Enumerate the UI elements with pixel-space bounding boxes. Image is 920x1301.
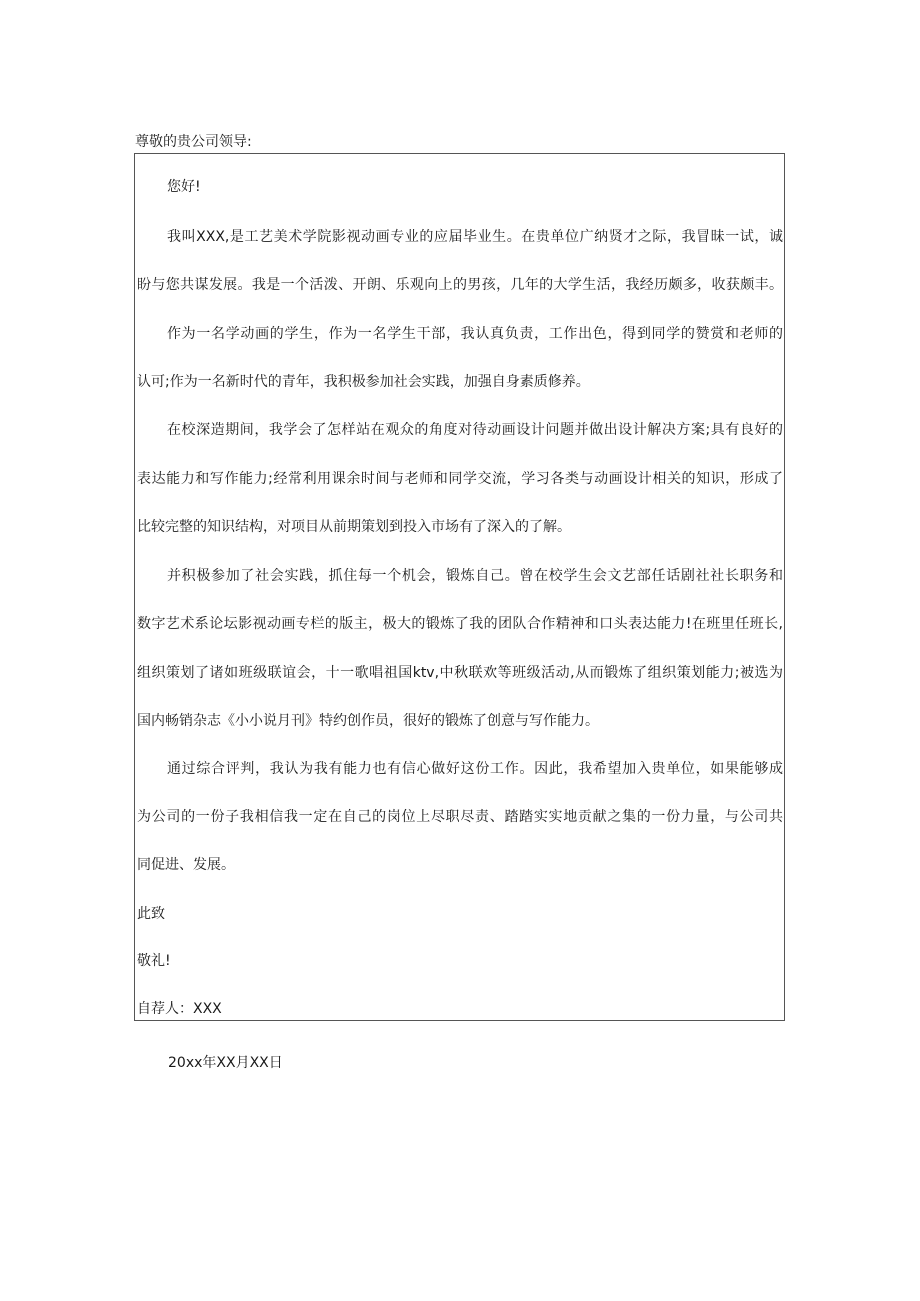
paragraph-line: 在校深造期间，我学会了怎样站在观众的角度对待动画设计问题并做出设计解决方案;具有良好的 xyxy=(167,422,783,438)
paragraph-line: 盼与您共谋发展。我是一个活泼、开朗、乐观向上的男孩，几年的大学生活，我经历颇多，收获颇丰。 xyxy=(137,277,783,293)
paragraph-line: 表达能力和写作能力;经常利用课余时间与老师和同学交流，学习各类与动画设计相关的知识，形成了 xyxy=(137,471,783,487)
paragraph-line: 同促进、发展。 xyxy=(137,857,235,873)
letter-salutation: 尊敬的贵公司领导: xyxy=(135,134,252,150)
signature: 自荐人：XXX xyxy=(137,1001,222,1017)
paragraph-line: 为公司的一份子我相信我一定在自己的岗位上尽职尽责、踏踏实实地贡献之集的一份力量，与公司共 xyxy=(137,809,783,825)
paragraph-line: 国内畅销杂志《小小说月刊》特约创作员，很好的锻炼了创意与写作能力。 xyxy=(137,713,599,729)
greeting: 您好! xyxy=(167,179,201,195)
letter-date: 20xx年XX月XX日 xyxy=(168,1055,283,1071)
paragraph-line: 并积极参加了社会实践，抓住每一个机会，锻炼自己。曾在校学生会文艺部任话剧社社长职务和 xyxy=(167,568,783,584)
closing-salute: 敬礼! xyxy=(137,953,171,969)
paragraph-line: 通过综合评判，我认为我有能力也有信心做好这份工作。因此，我希望加入贵单位，如果能够成 xyxy=(167,761,783,777)
paragraph-line: 作为一名学动画的学生，作为一名学生干部，我认真负责，工作出色，得到同学的赞赏和老师的 xyxy=(167,326,783,342)
paragraph-line: 组织策划了诸如班级联谊会，十一歌唱祖国ktv,中秋联欢等班级活动,从而锻炼了组织策划能力;被选为 xyxy=(137,665,783,681)
paragraph-line: 我叫XXX,是工艺美术学院影视动画专业的应届毕业生。在贵单位广纳贤才之际，我冒昧一试，诚 xyxy=(167,229,783,245)
paragraph-line: 比较完整的知识结构，对项目从前期策划到投入市场有了深入的了解。 xyxy=(137,519,571,535)
closing-line: 此致 xyxy=(137,906,165,922)
paragraph-line: 认可;作为一名新时代的青年，我积极参加社会实践，加强自身素质修养。 xyxy=(137,374,590,390)
letter-body-box xyxy=(134,153,785,1021)
paragraph-line: 数字艺术系论坛影视动画专栏的版主，极大的锻炼了我的团队合作精神和口头表达能力!在班里任班长, xyxy=(137,616,783,632)
